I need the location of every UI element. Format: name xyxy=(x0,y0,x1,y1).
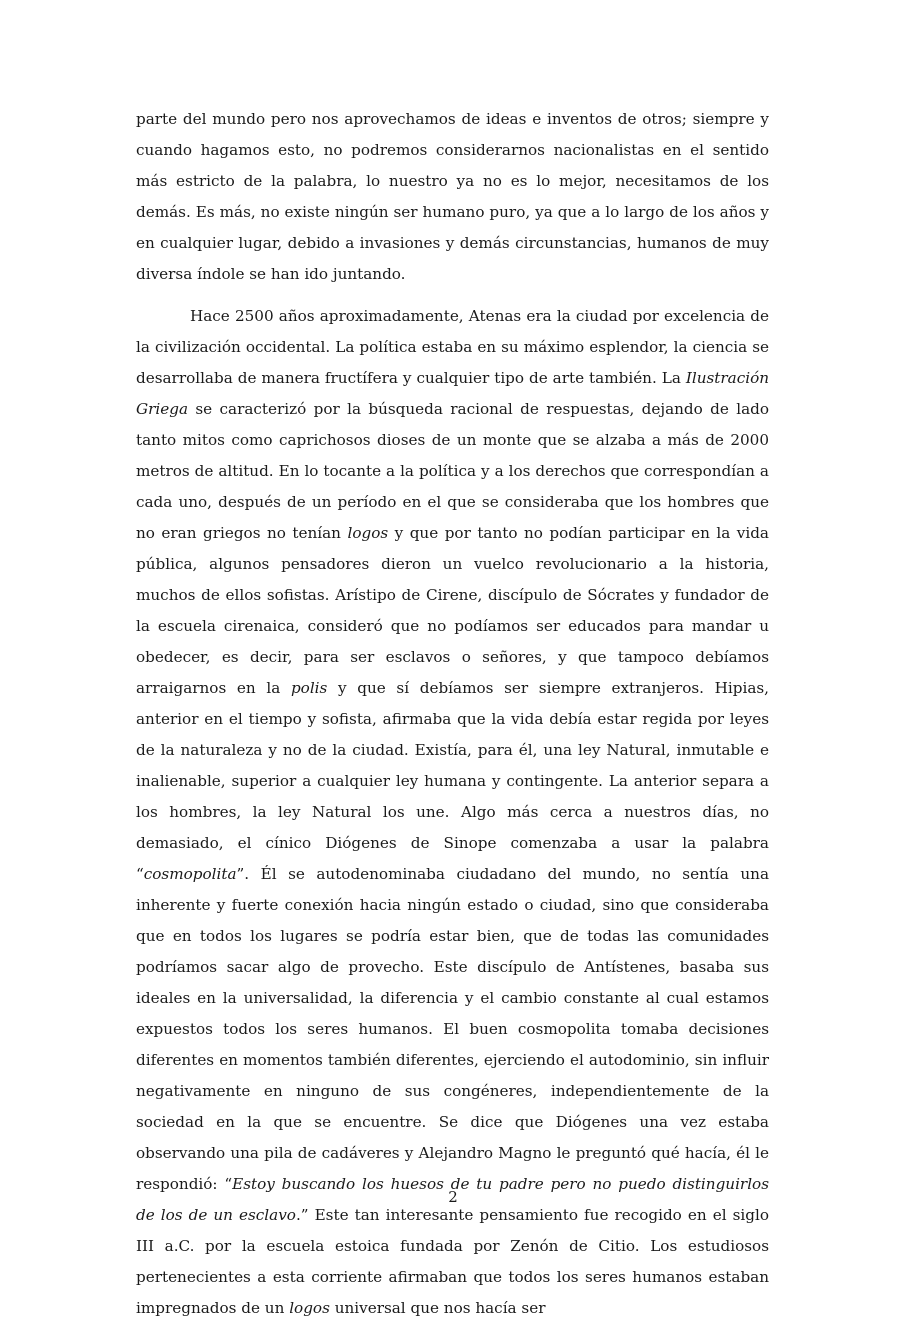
italic-term-polis: polis xyxy=(290,679,328,697)
paragraph-2-text: .” Este tan interesante pensamiento fue recogido en el siglo III a.C. por la escuela estoica fundada por Zenón de Citio. Los estudiosos pertenecientes a esta corriente afirmaban que todos los seres humanos estaban impregnados de un xyxy=(136,1206,769,1317)
paragraph-1: parte del mundo pero nos aprovechamos de ideas e inventos de otros; siempre y cuando hagamos esto, no podremos considerarnos nacionalistas en el sentido más estricto de la palabra, lo nuestro ya no es lo mejor, necesitamos de los demás. Es más, no existe ningún ser humano puro, ya que a lo largo de los años y en cualquier lugar, debido a invasiones y demás circunstancias, humanos de muy diversa índole se han ido juntando. xyxy=(136,110,769,283)
paragraph-2-text: y que por tanto no podían participar en la vida pública, algunos pensadores dieron un vuelco revolucionario a la historia, muchos de ellos sofistas. Arístipo de Cirene, discípulo de Sócrates y fundador de la escuela cirenaica, consideró que no podíamos ser educados para mandar u obedecer, es decir, para ser esclavos o señores, y que tampoco debíamos arraigarnos en la xyxy=(136,524,769,697)
page-number: 2 xyxy=(448,1188,458,1206)
paragraph-2-text: se caracterizó por la búsqueda racional de respuestas, dejando de lado tanto mitos como caprichosos dioses de un monte que se alzaba a más de 2000 metros de altitud. En lo tocante a la política y a los derechos que correspondían a cada uno, después de un período en el que se consideraba que los hombres que no eran griegos no tenían xyxy=(136,400,769,542)
paragraph-2-text: Hace 2500 años aproximadamente, Atenas era la ciudad por excelencia de la civilización occidental. La política estaba en su máximo esplendor, la ciencia se desarrollaba de manera fructífera y cualquier tipo de arte también. La xyxy=(136,307,769,387)
paragraph-2 xyxy=(136,301,769,1324)
body-text xyxy=(136,104,769,1324)
paragraph-2-text: universal que nos hacía ser xyxy=(329,1299,546,1317)
paragraph-2-text: y que sí debíamos ser siempre extranjeros. Hipias, anterior en el tiempo y sofista, afirmaba que la vida debía estar regida por leyes de la naturaleza y no de la ciudad. Existía, para él, una ley Natural, inmutable e inalienable, superior a cualquier ley humana y contingente. La anterior separa a los hombres, la ley Natural los une. Algo más cerca a nuestros días, no demasiado, el cínico Diógenes de Sinope comenzaba a usar la palabra “ xyxy=(136,679,769,883)
italic-term-cosmopolita: cosmopolita xyxy=(143,865,237,883)
paragraph-2-text: ”. Él se autodenominaba ciudadano del mundo, no sentía una inherente y fuerte conexión hacia ningún estado o ciudad, sino que consideraba que en todos los lugares se podría estar bien, que de todas las comunidades podríamos sacar algo de provecho. Este discípulo de Antístenes, basaba sus ideales en la universalidad, la diferencia y el cambio constante al cual estamos expuestos todos los seres humanos. El buen cosmopolita tomaba decisiones diferentes en momentos también diferentes, ejerciendo el autodominio, sin influir negativamente en ninguno de sus congéneres, independientemente de la sociedad en la que se encuentre. Se dice que Diógenes una vez estaba observando una pila de cadáveres y Alejandro Magno le preguntó qué hacía, él le respondió: “ xyxy=(136,865,769,1193)
italic-term-logos: logos xyxy=(289,1299,330,1317)
italic-term-logos: logos xyxy=(347,524,389,542)
italic-term-ilustracion-griega: Ilustración Griega xyxy=(136,369,769,418)
italic-quote-diogenes: Estoy buscando los huesos de tu padre pero no puedo distinguirlos de los de un esclavo xyxy=(136,1175,769,1224)
